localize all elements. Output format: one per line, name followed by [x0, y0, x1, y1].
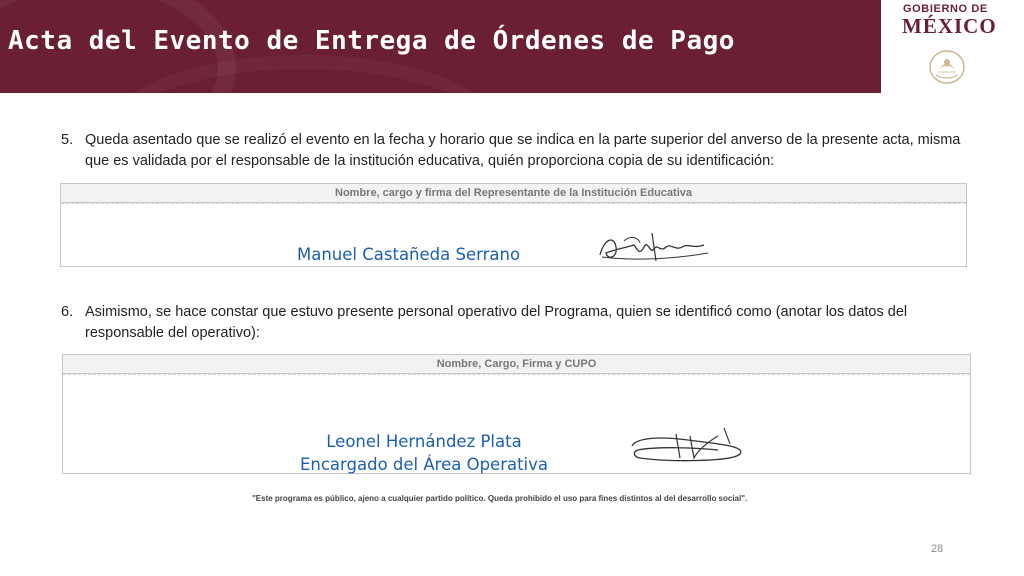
- clause-number: 5.: [61, 132, 74, 148]
- header-band: [0, 0, 881, 93]
- signature-cell: [61, 203, 966, 266]
- table-header: Nombre, Cargo, Firma y CUPO: [63, 355, 970, 374]
- operative-name-block: [289, 430, 559, 476]
- clause-text: Queda asentado que se realizó el evento en la fecha y horario que se indica en la parte superior del anverso de la presente acta, misma que es validada por el responsable de la institución educativa, quién proporciona copia de su identificación:: [85, 132, 961, 169]
- representative-name: Manuel Castañeda Serrano: [297, 245, 521, 264]
- signature-cell: [63, 374, 970, 473]
- clause-text: Asimismo, se hace constar que estuvo presente personal operativo del Programa, quien se identificó como (anotar los datos del responsable del operativo):: [85, 304, 908, 341]
- clause-number: 6.: [61, 304, 74, 320]
- coat-of-arms-emblem-icon: [927, 48, 967, 86]
- logo-line-2: MÉXICO: [902, 14, 997, 38]
- representative-signature-table: [60, 183, 967, 267]
- logo-line-1: GOBIERNO DE: [903, 3, 988, 15]
- slide-title: Acta del Evento de Entrega de Órdenes de Pago: [8, 26, 735, 56]
- handwritten-signature-icon: [628, 424, 753, 468]
- gobierno-de-mexico-logo: [891, 0, 1024, 93]
- operative-role: Encargado del Área Operativa: [299, 455, 549, 474]
- operative-signature-table: [62, 354, 971, 474]
- handwritten-signature-icon: [594, 225, 714, 269]
- clause-5: [61, 130, 971, 172]
- page-number: 28: [931, 543, 944, 555]
- operative-name: Leonel Hernández Plata: [326, 432, 522, 451]
- table-header: Nombre, cargo y firma del Representante de la Institución Educativa: [61, 184, 966, 203]
- clause-6: [61, 302, 971, 344]
- disclaimer-text: "Este programa es público, ajeno a cualquier partido político. Queda prohibido el uso para fines distintos al del desarrollo social".: [252, 494, 748, 503]
